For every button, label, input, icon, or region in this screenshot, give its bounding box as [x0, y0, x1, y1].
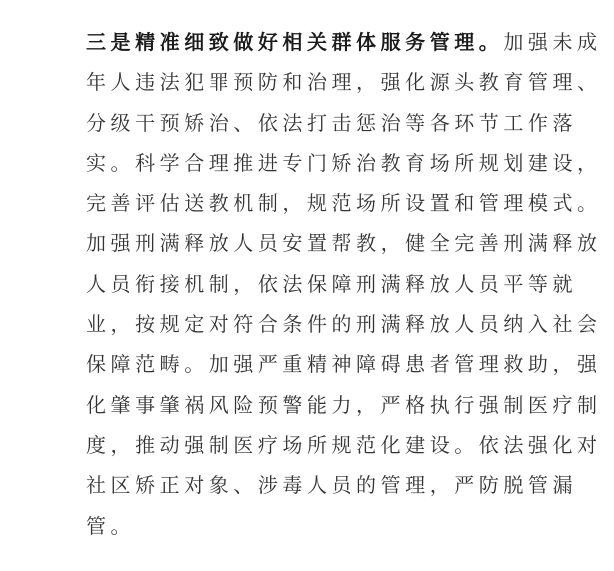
article-body — [86, 22, 602, 546]
text-line-12: 社区矫正对象、涉毒人员的管理，严防脱管漏 — [86, 473, 577, 498]
text-line-8: 业，按规定对符合条件的刑满释放人员纳入社会 — [86, 312, 602, 337]
line-1-rest: 加强未成 — [503, 30, 602, 54]
text-line-11: 度，推动强制医疗场所规范化建设。依法强化对 — [86, 432, 602, 457]
article-paragraph — [86, 22, 602, 546]
text-line-10: 化肇事肇祸风险预警能力，严格执行强制医疗制 — [86, 392, 602, 417]
text-line-1 — [86, 22, 602, 62]
text-line-5: 完善评估送教机制，规范场所设置和管理模式。 — [86, 191, 602, 216]
text-line-4: 实。科学合理推进专门矫治教育场所规划建设， — [86, 150, 602, 175]
text-line-3: 分级干预矫治、依法打击惩治等各环节工作落 — [86, 110, 577, 135]
text-line-9: 保障范畴。加强严重精神障碍患者管理救助，强 — [86, 352, 602, 377]
text-line-13: 管。 — [86, 513, 136, 538]
text-line-2: 年人违法犯罪预防和治理，强化源头教育管理、 — [86, 70, 602, 95]
text-line-7: 人员衔接机制，依法保障刑满释放人员平等就 — [86, 271, 577, 296]
text-line-6: 加强刑满释放人员安置帮教，健全完善刑满释放 — [86, 231, 602, 256]
paragraph-lead-bold: 三是精准细致做好相关群体服务管理。 — [86, 30, 504, 54]
